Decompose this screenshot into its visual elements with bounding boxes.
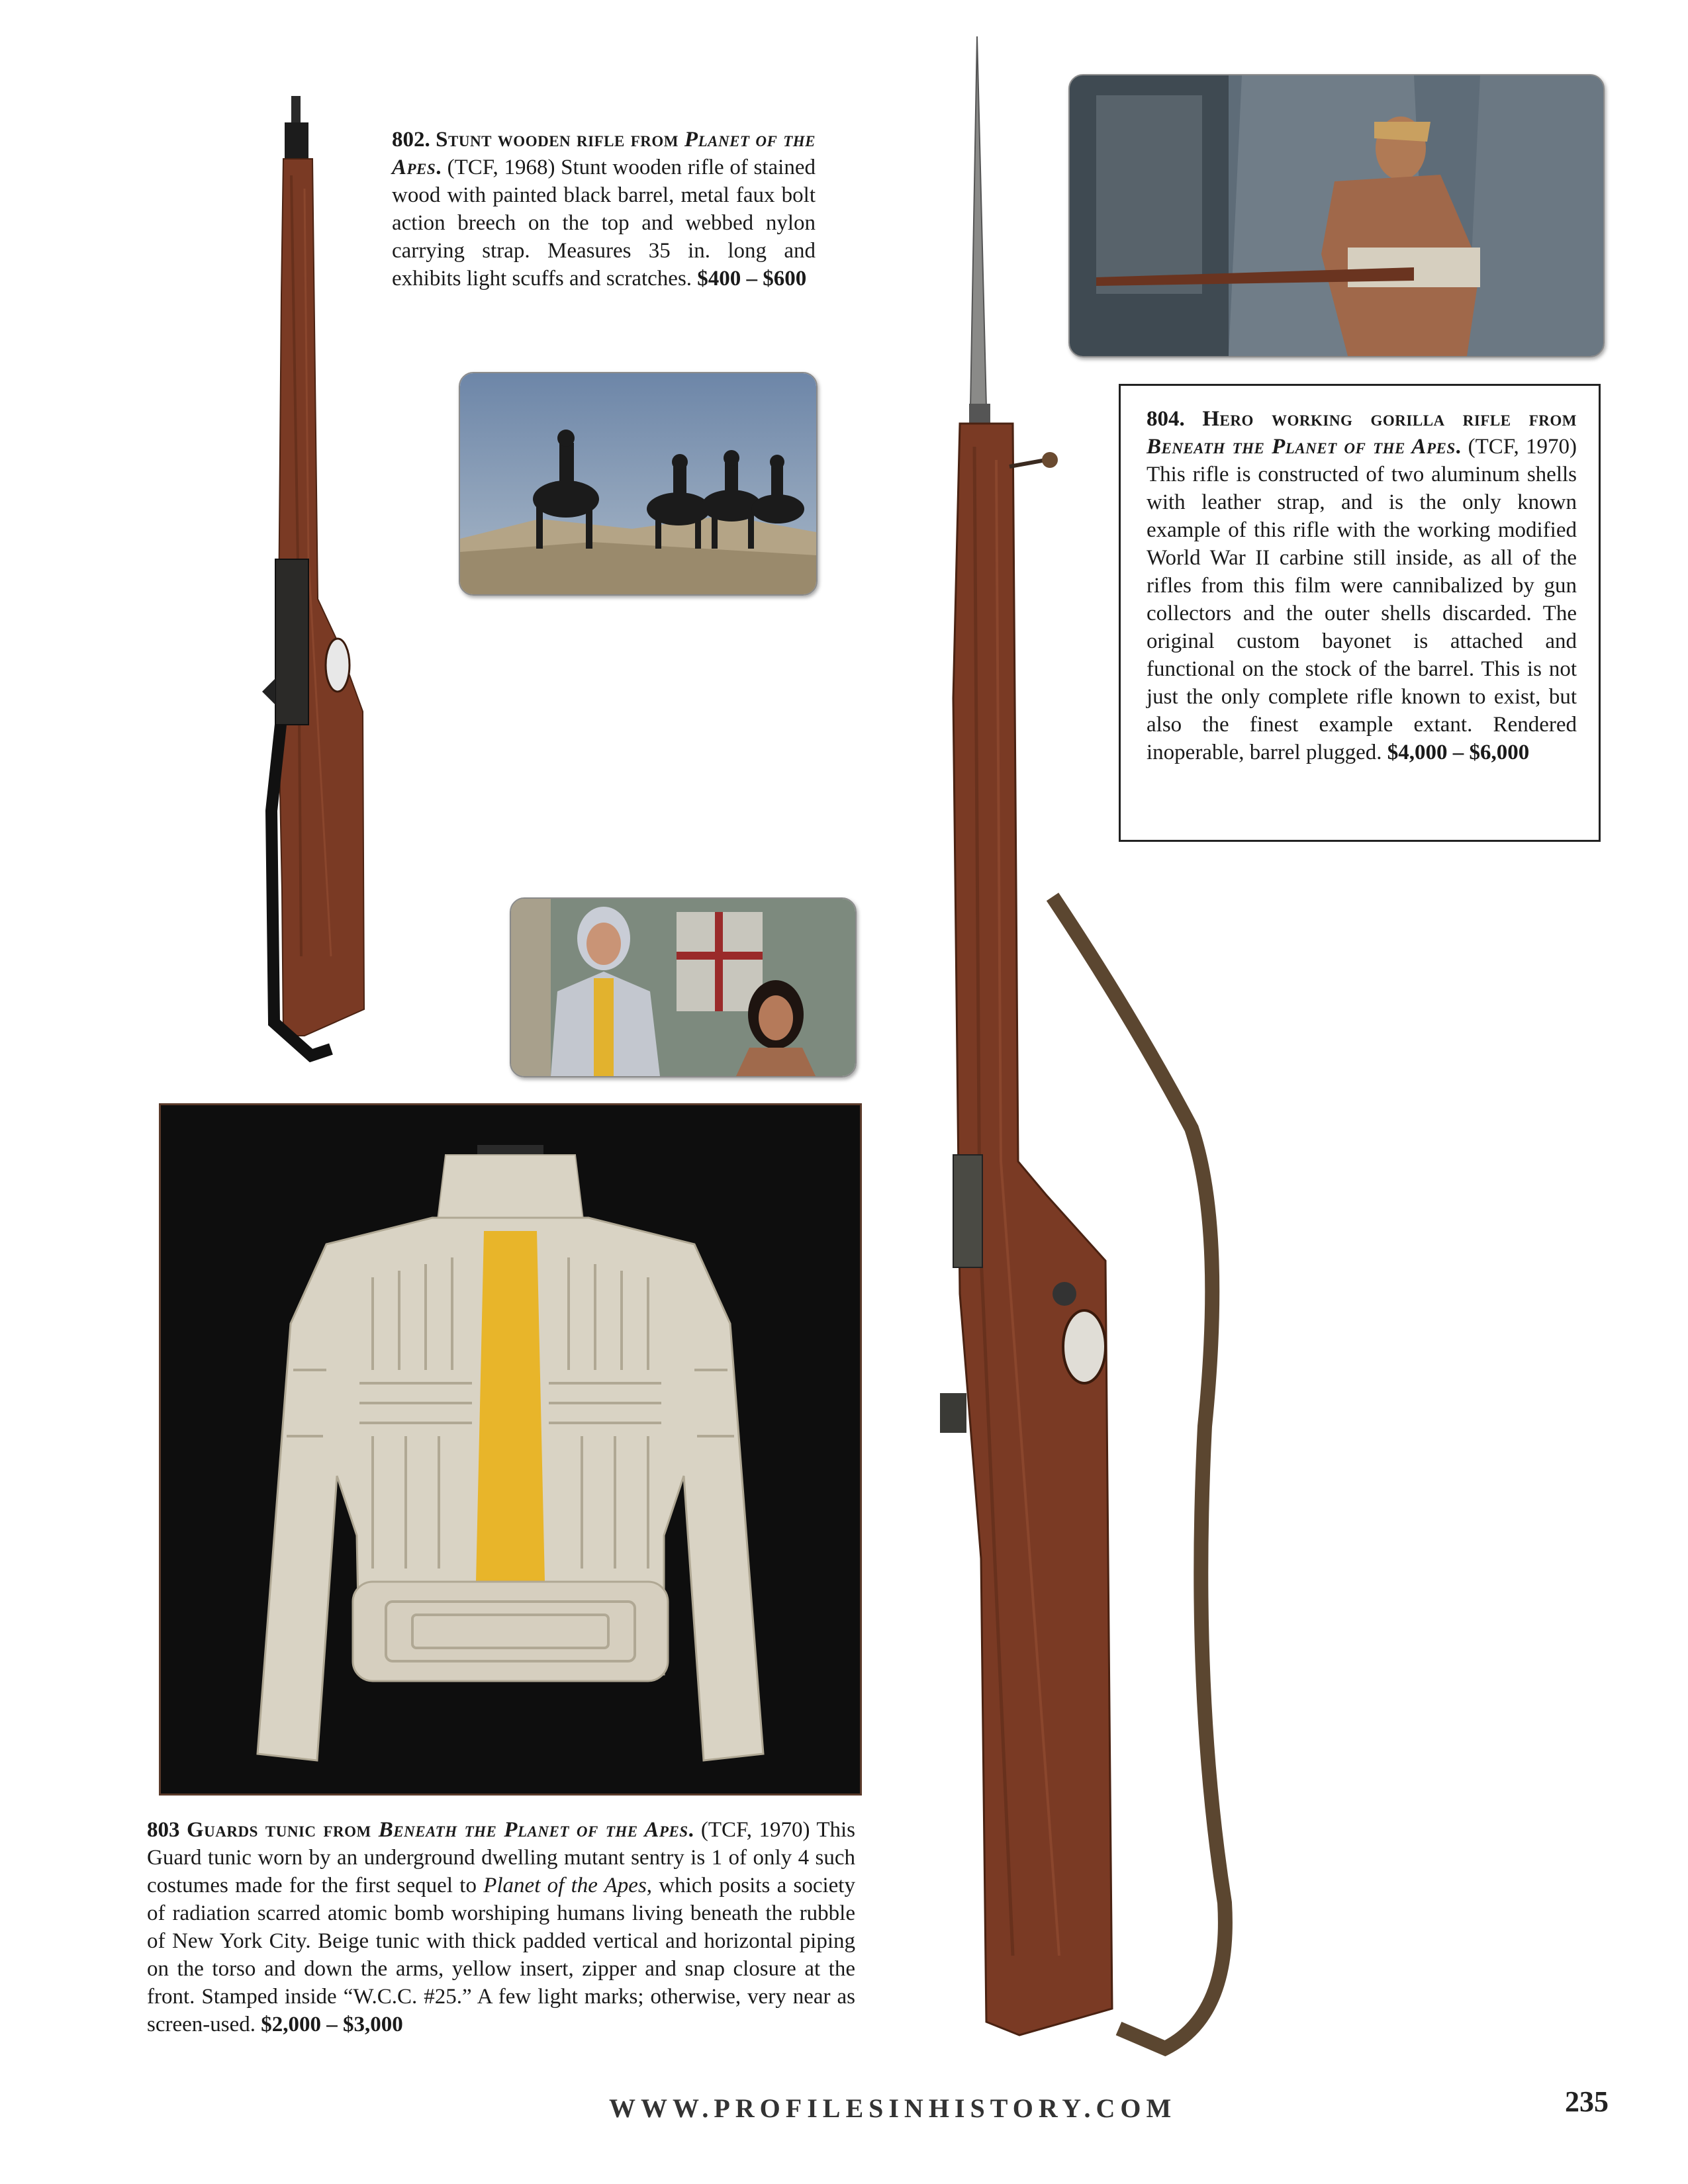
page-number: 235 bbox=[1565, 2085, 1609, 2118]
horseback-gorillas-still bbox=[459, 372, 818, 596]
lot-802-title-film: Planet of the Apes bbox=[392, 128, 816, 179]
lot-804-number: 804. bbox=[1147, 407, 1185, 431]
lot-802-title-end: . bbox=[436, 156, 442, 179]
lot-803-price: $2,000 – $3,000 bbox=[261, 2013, 403, 2036]
lot-802-title: Stunt wooden rifle from bbox=[436, 128, 684, 152]
lot-803-number: 803 bbox=[147, 1818, 180, 1842]
lot-803-description bbox=[147, 1816, 855, 2038]
lot-804-price: $4,000 – $6,000 bbox=[1387, 741, 1530, 764]
lot-804-title-end: . bbox=[1455, 435, 1462, 459]
lot-802-body: (TCF, 1968) Stunt wooden rifle of stained wood with painted black barrel, metal faux bolt action breech on the top and webbed nylon carrying strap. Measures 35 in. long and exhibits light scuffs and scratches. bbox=[392, 156, 816, 291]
lot-803-title-end: . bbox=[688, 1818, 694, 1842]
stunt-rifle-image bbox=[252, 96, 410, 1062]
lot-804-body: (TCF, 1970) This rifle is constructed of two aluminum shells with leather strap, and is the only known example of this rifle with the working modified World War II carbine still inside, as all of the rifles from this film were cannibalized by gun collectors and the outer shells discarded. The original custom bayonet is attached and functional on the stock of the barrel. This is not just the only complete rifle known to exist, but also the finest example extant. Rendered inoperable, barrel plugged. bbox=[1147, 435, 1577, 764]
lot-804-title-film: Beneath the Planet of the Apes bbox=[1147, 435, 1456, 459]
lot-802-number: 802. bbox=[392, 128, 430, 152]
lot-802-description bbox=[392, 126, 816, 293]
lot-804-title: Hero working gorilla rifle from bbox=[1202, 407, 1577, 431]
guard-tunic-still bbox=[510, 897, 857, 1077]
guard-tunic-photo bbox=[159, 1103, 862, 1796]
man-with-rifle-still bbox=[1068, 74, 1605, 357]
lot-804-description bbox=[1147, 405, 1577, 766]
lot-802-price: $400 – $600 bbox=[697, 267, 807, 291]
lot-803-title-film: Beneath the Planet of the Apes bbox=[378, 1818, 688, 1842]
lot-803-body-a: (TCF, 1970) This Guard tunic worn by an underground dwelling mutant sentry is 1 of only 4 such costumes made for the first sequel to bbox=[147, 1818, 856, 1897]
footer-website-url: WWW.PROFILESINHISTORY.COM bbox=[609, 2093, 1177, 2123]
lot-803-body-italic: Planet of the Apes bbox=[483, 1874, 647, 1897]
lot-803-title: Guards tunic from bbox=[187, 1818, 379, 1842]
lot-803-body-b: , which posits a society of radiation scarred atomic bomb worshiping humans living beneath the rubble of New York City. Beige tunic with thick padded vertical and horizontal piping on the torso and down the arms, yellow insert, zipper and snap closure at the front. Stamped inside “W.C.C. #25.” A few light marks; otherwise, very near as screen-used. bbox=[147, 1874, 855, 2036]
